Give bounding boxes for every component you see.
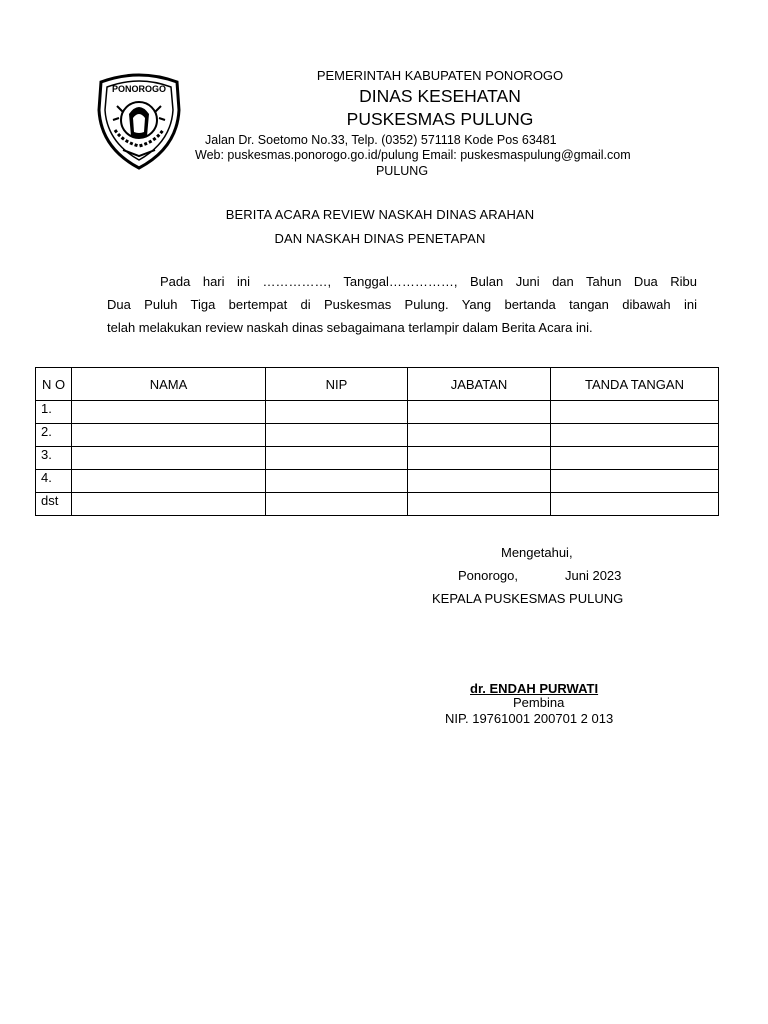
nip-cell <box>266 424 408 447</box>
signing-date: Juni 2023 <box>565 568 622 583</box>
row-number: dst <box>36 493 72 516</box>
signer-position: KEPALA PUSKESMAS PULUNG <box>432 591 624 606</box>
row-number: 2. <box>36 424 72 447</box>
svg-text:PONOROGO: PONOROGO <box>111 84 167 94</box>
government-header: PEMERINTAH KABUPATEN PONOROGO <box>316 68 564 83</box>
row-number: 4. <box>36 470 72 493</box>
signing-place: Ponorogo, <box>458 568 518 583</box>
review-participants-table <box>35 367 719 516</box>
nama-cell <box>72 424 266 447</box>
table-row <box>36 493 719 516</box>
nip-cell <box>266 470 408 493</box>
table-row <box>36 401 719 424</box>
table-row <box>36 470 719 493</box>
nip-cell <box>266 493 408 516</box>
nip-cell <box>266 401 408 424</box>
signer-name: dr. ENDAH PURWATI <box>470 681 599 696</box>
nama-cell <box>72 470 266 493</box>
header-nip: NIP <box>266 368 408 401</box>
jabatan-cell <box>408 447 551 470</box>
web-email-line: Web: puskesmas.ponorogo.go.id/pulung Email: puskesmaspulung@gmail.com <box>195 148 631 162</box>
table-header-row <box>36 368 719 401</box>
header-jabatan: JABATAN <box>408 368 551 401</box>
nama-cell <box>72 447 266 470</box>
signer-nip: NIP. 19761001 200701 2 013 <box>445 711 614 726</box>
header-tanda-tangan: TANDA TANGAN <box>551 368 719 401</box>
tanda-tangan-cell <box>551 401 719 424</box>
paragraph-line-1: Pada hari ini ……………, Tanggal……………, Bulan Juni dan Tahun Dua Ribu <box>160 274 697 289</box>
header-nama: NAMA <box>72 368 266 401</box>
tanda-tangan-cell <box>551 470 719 493</box>
table-row <box>36 447 719 470</box>
header-no: N O <box>36 368 72 401</box>
jabatan-cell <box>408 401 551 424</box>
paragraph-line-2: Dua Puluh Tiga bertempat di Puskesmas Pulung. Yang bertanda tangan dibawah ini <box>107 297 697 312</box>
row-number: 3. <box>36 447 72 470</box>
address-line: Jalan Dr. Soetomo No.33, Telp. (0352) 571118 Kode Pos 63481 <box>205 133 557 147</box>
table-row <box>36 424 719 447</box>
jabatan-cell <box>408 470 551 493</box>
jabatan-cell <box>408 493 551 516</box>
signer-rank: Pembina <box>513 695 565 710</box>
document-title: BERITA ACARA REVIEW NASKAH DINAS ARAHAN <box>225 207 535 222</box>
nama-cell <box>72 493 266 516</box>
place-line: PULUNG <box>375 164 429 178</box>
paragraph-line-3: telah melakukan review naskah dinas sebagaimana terlampir dalam Berita Acara ini. <box>107 320 593 335</box>
nama-cell <box>72 401 266 424</box>
row-number: 1. <box>36 401 72 424</box>
puskesmas-name: PUSKESMAS PULUNG <box>346 109 534 129</box>
agency-name: DINAS KESEHATAN <box>359 86 521 106</box>
nip-cell <box>266 447 408 470</box>
tanda-tangan-cell <box>551 447 719 470</box>
tanda-tangan-cell <box>551 424 719 447</box>
ponorogo-regency-emblem <box>93 70 185 170</box>
document-subtitle: DAN NASKAH DINAS PENETAPAN <box>274 231 486 246</box>
acknowledged-label: Mengetahui, <box>501 545 573 560</box>
jabatan-cell <box>408 424 551 447</box>
tanda-tangan-cell <box>551 493 719 516</box>
